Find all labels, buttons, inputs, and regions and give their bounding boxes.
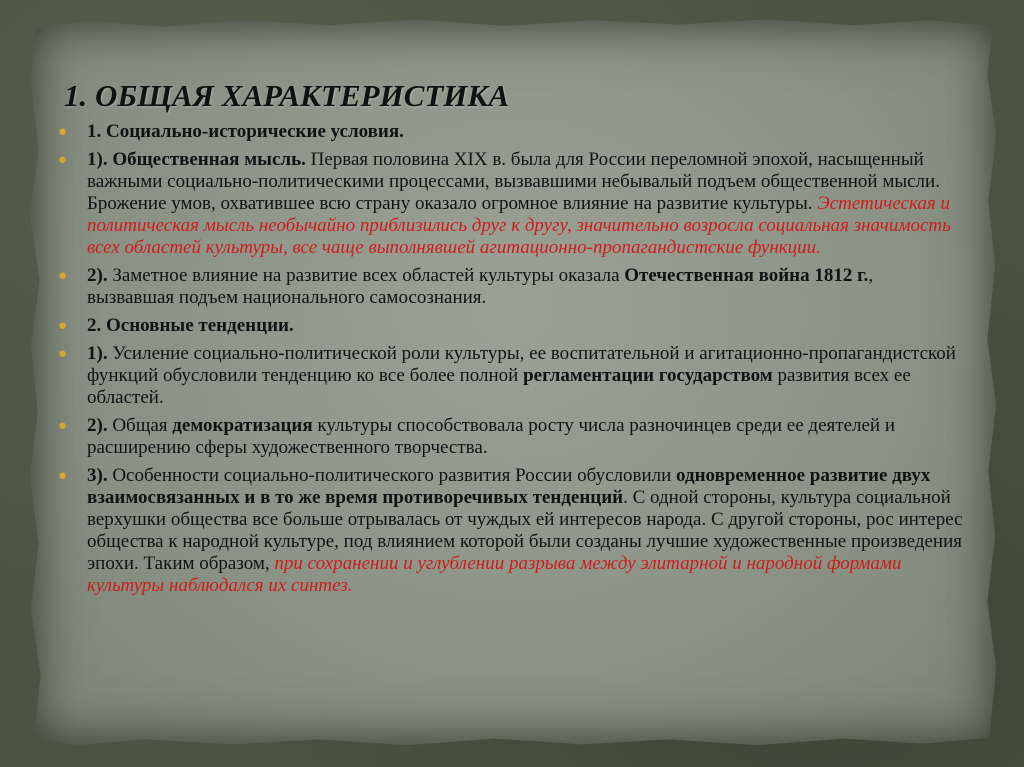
- section-heading: 1. Социально-исторические условия.: [87, 121, 404, 142]
- bullet-dot-icon: ●: [58, 318, 68, 334]
- bullet-dot-icon: ●: [58, 346, 68, 362]
- list-item-two-tendencies: [58, 465, 963, 597]
- item-bold-term: регламентации государством: [523, 365, 773, 386]
- item-bold-term: Отечественная война 1812 г.: [624, 265, 869, 286]
- content-list: [58, 121, 963, 603]
- item-highlight: при сохранении и углублении разрыва между элитарной и народной формами культуры наблюдался их синтез.: [87, 553, 902, 596]
- item-text: Заметное влияние на развитие всех областей культуры оказала: [107, 265, 625, 286]
- item-number: 1).: [87, 343, 108, 364]
- item-text: Особенности социально-политического развития России обусловили: [107, 465, 677, 486]
- item-number: 1).: [87, 149, 108, 170]
- bullet-dot-icon: ●: [58, 268, 68, 284]
- item-highlight: Эстетическая и политическая мысль необычайно приблизились друг к другу, значительно возросла социальная значимость всех областей культуры, все чаще выполнявшей агитационно-пропагандистские функции.: [87, 193, 951, 258]
- list-item-regulation: [58, 343, 963, 409]
- bullet-dot-icon: ●: [58, 124, 68, 140]
- list-item-section-2: [58, 315, 963, 337]
- item-number: 2).: [87, 265, 108, 286]
- list-item-public-thought: [58, 149, 963, 259]
- bullet-dot-icon: ●: [58, 418, 68, 434]
- item-text: культуры способствовала росту числа разночинцев среди ее деятелей и расширению сферы художественного творчества.: [87, 415, 895, 458]
- slide-title: 1. ОБЩАЯ ХАРАКТЕРИСТИКА: [64, 78, 510, 113]
- bullet-dot-icon: ●: [58, 152, 68, 168]
- list-item-war-1812: [58, 265, 963, 309]
- item-text: . С одной стороны, культура социальной верхушки общества все больше отрывалась от чуждых ей интересов народа. С другой стороны, рос интерес общества к народной культуре, под влиянием которой были созданы лучшие художественные произведения эпохи. Таким образом,: [87, 487, 963, 574]
- item-bold-term: Общественная мысль.: [112, 149, 306, 170]
- bullet-dot-icon: ●: [58, 468, 68, 484]
- item-text: Усиление социально-политической роли культуры, ее воспитательной и агитационно-пропагандистской функций обусловили тенденцию ко все более полной: [87, 343, 956, 386]
- item-text: Общая: [107, 415, 173, 436]
- item-text: Первая половина XIX в. была для России переломной эпохой, насыщенный важными социально-политическими процессами, вызвавшими небывалый подъем общественной мысли. Брожение умов, охватившее всю страну оказало огромное влияние на развитие культуры.: [87, 149, 940, 214]
- section-heading: 2. Основные тенденции.: [87, 315, 294, 336]
- list-item-section-1: [58, 121, 963, 143]
- list-item-democratization: [58, 415, 963, 459]
- item-number: 3).: [87, 465, 108, 486]
- item-bold-term: одновременное развитие двух взаимосвязанных и в то же время противоречивых тенденций: [87, 465, 931, 508]
- item-text: развития всех ее областей.: [87, 365, 911, 408]
- item-number: 2).: [87, 415, 108, 436]
- item-bold-term: демократизация: [172, 415, 313, 436]
- item-text: , вызвавшая подъем национального самосознания.: [87, 265, 874, 308]
